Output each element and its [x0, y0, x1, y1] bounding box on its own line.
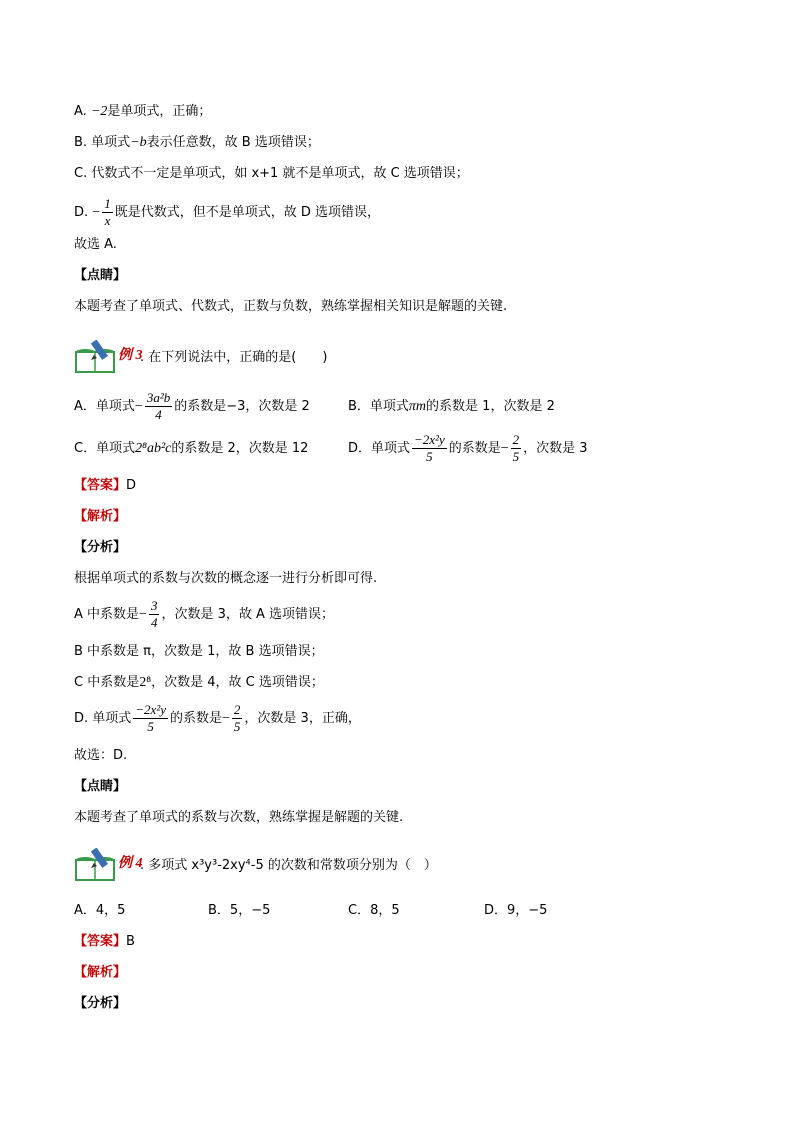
fraction [149, 598, 160, 631]
prefix: B. 单项式 [74, 135, 131, 150]
math: −b [130, 135, 147, 150]
sign: − [222, 711, 230, 726]
fraction [412, 432, 447, 465]
fenxi-text: 根据单项式的系数与次数的概念逐一进行分析即可得. [74, 571, 378, 586]
answer-value: B [126, 934, 135, 949]
sign: − [92, 205, 101, 220]
denominator: x [104, 213, 111, 228]
numerator: −2x²y [135, 702, 166, 717]
math: −2 [90, 104, 108, 119]
option-d [348, 432, 588, 466]
denominator: 5 [233, 719, 241, 734]
sign: − [500, 441, 509, 456]
denominator: 5 [147, 719, 154, 734]
option-c [74, 439, 308, 459]
dianjing-text: 本题考查了单项式的系数与次数，熟练掌握是解题的关键. [74, 810, 404, 825]
prefix: C．单项式 [74, 441, 136, 456]
numerator: 2 [512, 432, 520, 447]
text: 表示任意数，故 B 选项错误； [146, 135, 320, 150]
jiexi-label: 【解析】 [74, 509, 127, 524]
answer-label: 【答案】 [74, 934, 127, 949]
option-a [74, 390, 310, 424]
answer-line [74, 932, 135, 952]
option-b [348, 397, 555, 417]
example-4-header [74, 848, 494, 882]
conclusion: 故选：D. [74, 748, 128, 763]
example-number: 例 3 [118, 348, 143, 363]
text: ，次数是 4，故 C 选项错误； [151, 675, 324, 690]
option-c: C．8，5 [348, 903, 400, 918]
option-c-explanation: C. 代数式不一定是单项式，如 x+1 就不是单项式，故 C 选项错误； [74, 166, 469, 181]
fraction [511, 432, 522, 465]
analysis-d [74, 702, 361, 736]
conclusion: 故选 A. [74, 237, 117, 252]
option-b-explanation [74, 133, 320, 153]
prefix: D. [74, 205, 89, 220]
prefix: D．单项式 [348, 441, 411, 456]
text: 是单项式，正确； [107, 104, 212, 119]
sign: − [134, 399, 143, 414]
numerator: 3a²b [146, 390, 171, 405]
sign: − [139, 607, 147, 622]
denominator: 5 [512, 449, 520, 464]
fenxi-label: 【分析】 [74, 540, 127, 555]
option-a: A．4，5 [74, 903, 126, 918]
analysis-c [74, 673, 324, 693]
prefix: D. 单项式 [74, 711, 132, 726]
example-number: 例 4 [118, 856, 143, 871]
numerator: 3 [150, 598, 158, 613]
text: ，次数是 3 [523, 441, 588, 456]
prefix: B．单项式 [348, 399, 409, 414]
math: 2⁸ [139, 675, 152, 690]
fraction [232, 702, 243, 735]
denominator: 5 [426, 449, 433, 464]
book-pencil-icon [74, 340, 118, 374]
option-a-explanation [74, 102, 211, 122]
example-question: . 在下列说法中，正确的是( ) [140, 350, 328, 365]
option-d: D．9，−5 [484, 903, 548, 918]
jiexi-label: 【解析】 [74, 965, 127, 980]
prefix: A．单项式 [74, 399, 135, 414]
denominator: 4 [155, 407, 162, 422]
option-d-explanation [74, 196, 380, 229]
analysis-b: B 中系数是 π，次数是 1，故 B 选项错误； [74, 644, 324, 659]
answer-value: D [126, 478, 137, 493]
answer-line [74, 476, 136, 496]
book-pencil-icon [74, 848, 118, 882]
numerator: −2x²y [414, 432, 445, 447]
fraction [145, 390, 172, 423]
dianjing-text: 本题考查了单项式、代数式，正数与负数，熟练掌握相关知识是解题的关键. [74, 299, 508, 314]
fraction [133, 702, 168, 735]
analysis-a [74, 598, 334, 632]
example-question: . 多项式 x³y³-2xy⁴-5 的次数和常数项分别为（ ） [140, 858, 437, 873]
text: 的系数是 [448, 441, 501, 456]
prefix: C 中系数是 [74, 675, 140, 690]
numerator: 2 [233, 702, 241, 717]
prefix: A. [74, 104, 87, 119]
dianjing-label: 【点睛】 [74, 779, 127, 794]
example-3-header [74, 340, 474, 374]
text: 既是代数式，但不是单项式，故 D 选项错误， [114, 205, 380, 220]
dianjing-label: 【点睛】 [74, 268, 127, 283]
numerator: 1 [104, 196, 111, 211]
text: ，次数是 3，正确， [244, 711, 361, 726]
denominator: 4 [150, 615, 158, 630]
fenxi-label: 【分析】 [74, 996, 127, 1011]
prefix: A 中系数是 [74, 607, 140, 622]
text: 的系数是 [170, 711, 223, 726]
answer-label: 【答案】 [74, 478, 127, 493]
text: ，次数是 3，故 A 选项错误； [161, 607, 334, 622]
fraction [102, 196, 113, 229]
text: 的系数是 2，次数是 12 [171, 441, 309, 456]
option-b: B．5，−5 [208, 903, 271, 918]
math: πm [408, 399, 427, 414]
math: 2⁸ab²c [135, 441, 172, 456]
text: 的系数是−3，次数是 2 [174, 399, 310, 414]
text: 的系数是 1，次数是 2 [426, 399, 555, 414]
